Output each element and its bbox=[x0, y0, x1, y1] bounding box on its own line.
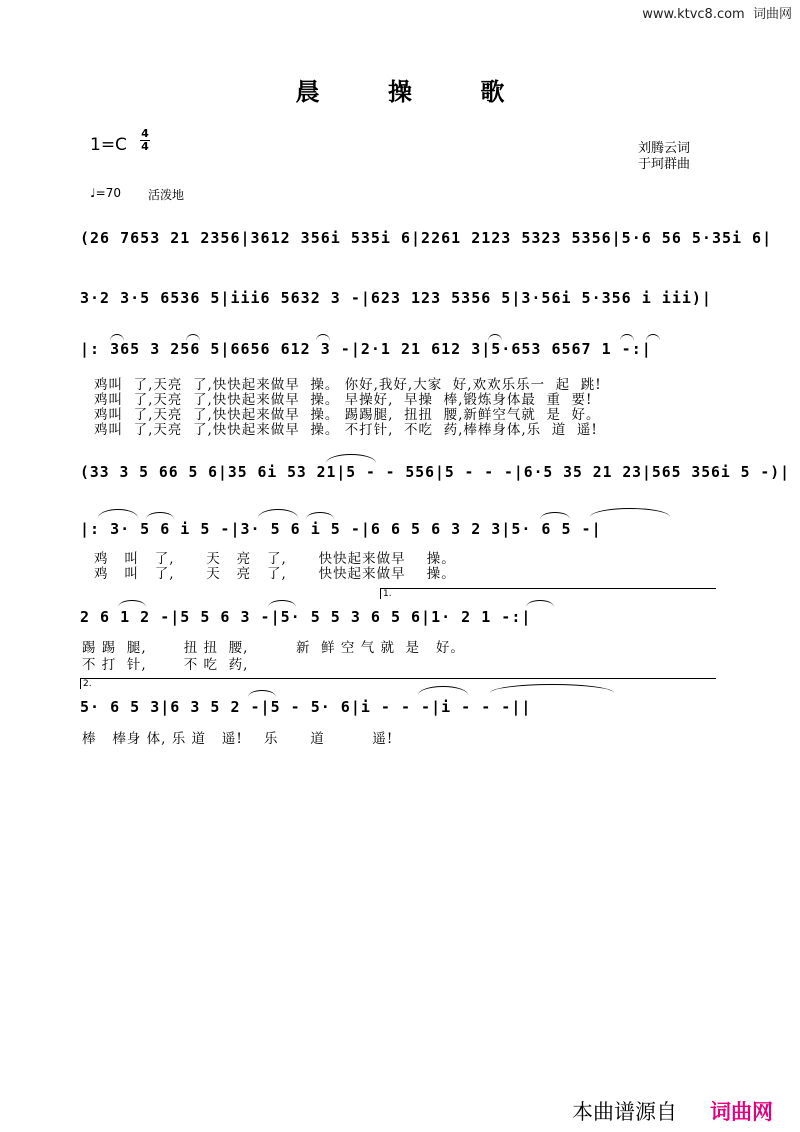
slur bbox=[118, 600, 146, 607]
slur bbox=[98, 509, 138, 518]
staff-row-7: 5· 6 5 3|6 3 5 2 -|5 - 5· 6|i - - -|i - - -|| bbox=[80, 698, 532, 716]
volta-2-label: 2. bbox=[83, 679, 92, 689]
verse-line-1: 鸡叫 了,天亮 了,快快起来做早 操。 你好,我好,大家 好,欢欢乐乐一 起 跳! bbox=[94, 377, 602, 393]
time-signature-bottom: 4 bbox=[141, 140, 149, 153]
slur bbox=[268, 600, 296, 607]
expression-marking: 活泼地 bbox=[148, 188, 185, 202]
time-signature-top: 4 bbox=[141, 127, 149, 140]
time-signature bbox=[140, 128, 150, 153]
staff-row-5: |: 3· 5 6 i 5 -|3· 5 6 i 5 -|6 6 5 6 3 2 3|5· 6 5 -| bbox=[80, 520, 602, 538]
slur bbox=[306, 512, 334, 519]
slur bbox=[186, 334, 200, 341]
staff-row-1: (26 7653 21 2356|3612 356i 535i 6|2261 2123 5323 5356|5·6 56 5·35i 6| bbox=[80, 229, 773, 247]
volta-1-label: 1. bbox=[383, 589, 392, 599]
chorus-line-4: 不 打 针, 不 吃 药, bbox=[82, 657, 249, 673]
tempo-marking: ♩=70 bbox=[90, 186, 121, 200]
slur bbox=[316, 334, 330, 341]
chorus-line-3: 踢 踢 腿, 扭 扭 腰, 新 鲜 空 气 就 是 好。 bbox=[82, 640, 465, 656]
song-title: 晨 操 歌 bbox=[295, 77, 535, 106]
slur bbox=[258, 509, 298, 518]
chorus-line-5: 棒 棒身 体, 乐 道 遥! 乐 道 遥! bbox=[82, 731, 394, 747]
slur bbox=[110, 334, 124, 341]
key-signature: 1=C bbox=[90, 135, 127, 155]
volta-bracket-1 bbox=[380, 588, 716, 599]
chorus-line-1: 鸡 叫 了, 天 亮 了, 快快起来做早 操。 bbox=[94, 551, 456, 567]
staff-row-6: 2 6 1 2 -|5 5 6 3 -|5· 5 5 3 6 5 6|1· 2 1 -:| bbox=[80, 608, 532, 626]
slur bbox=[620, 334, 634, 341]
slur bbox=[526, 600, 554, 607]
watermark: www.ktvc8.com 词曲网 bbox=[642, 7, 792, 22]
slur bbox=[488, 334, 502, 341]
slur bbox=[248, 690, 276, 697]
verse-line-2: 鸡叫 了,天亮 了,快快起来做早 操。 早操好, 早操 棒,锻炼身体最 重 要! bbox=[94, 392, 593, 408]
verse-line-4: 鸡叫 了,天亮 了,快快起来做早 操。 不打针, 不吃 药,棒棒身体,乐 道 遥! bbox=[94, 422, 598, 438]
footer-source-text: 本曲谱源自 bbox=[572, 1100, 677, 1124]
chorus-line-2: 鸡 叫 了, 天 亮 了, 快快起来做早 操。 bbox=[94, 566, 456, 582]
slur bbox=[646, 334, 660, 341]
composer-credit: 于珂群曲 bbox=[638, 157, 691, 172]
lyricist-credit: 刘腾云词 bbox=[638, 141, 691, 156]
slur bbox=[146, 512, 174, 519]
verse-line-3: 鸡叫 了,天亮 了,快快起来做早 操。 踢踢腿, 扭扭 腰,新鲜空气就 是 好。 bbox=[94, 407, 601, 423]
footer-site-name: 词曲网 bbox=[710, 1100, 773, 1124]
volta-bracket-2 bbox=[80, 678, 716, 689]
staff-row-3: |: 365 3 256 5|6656 612 3 -|2·1 21 612 3|5·653 6567 1 -:| bbox=[80, 340, 652, 358]
slur bbox=[326, 454, 376, 463]
slur bbox=[590, 508, 670, 517]
staff-row-4: (33 3 5 66 5 6|35 6i 53 21|5 - - 556|5 - - -|6·5 35 21 23|565 356i 5 -)| bbox=[80, 463, 790, 481]
slur bbox=[540, 512, 570, 519]
staff-row-2: 3·2 3·5 6536 5|iii6 5632 3 -|623 123 5356 5|3·56i 5·356 i iii)| bbox=[80, 289, 712, 307]
